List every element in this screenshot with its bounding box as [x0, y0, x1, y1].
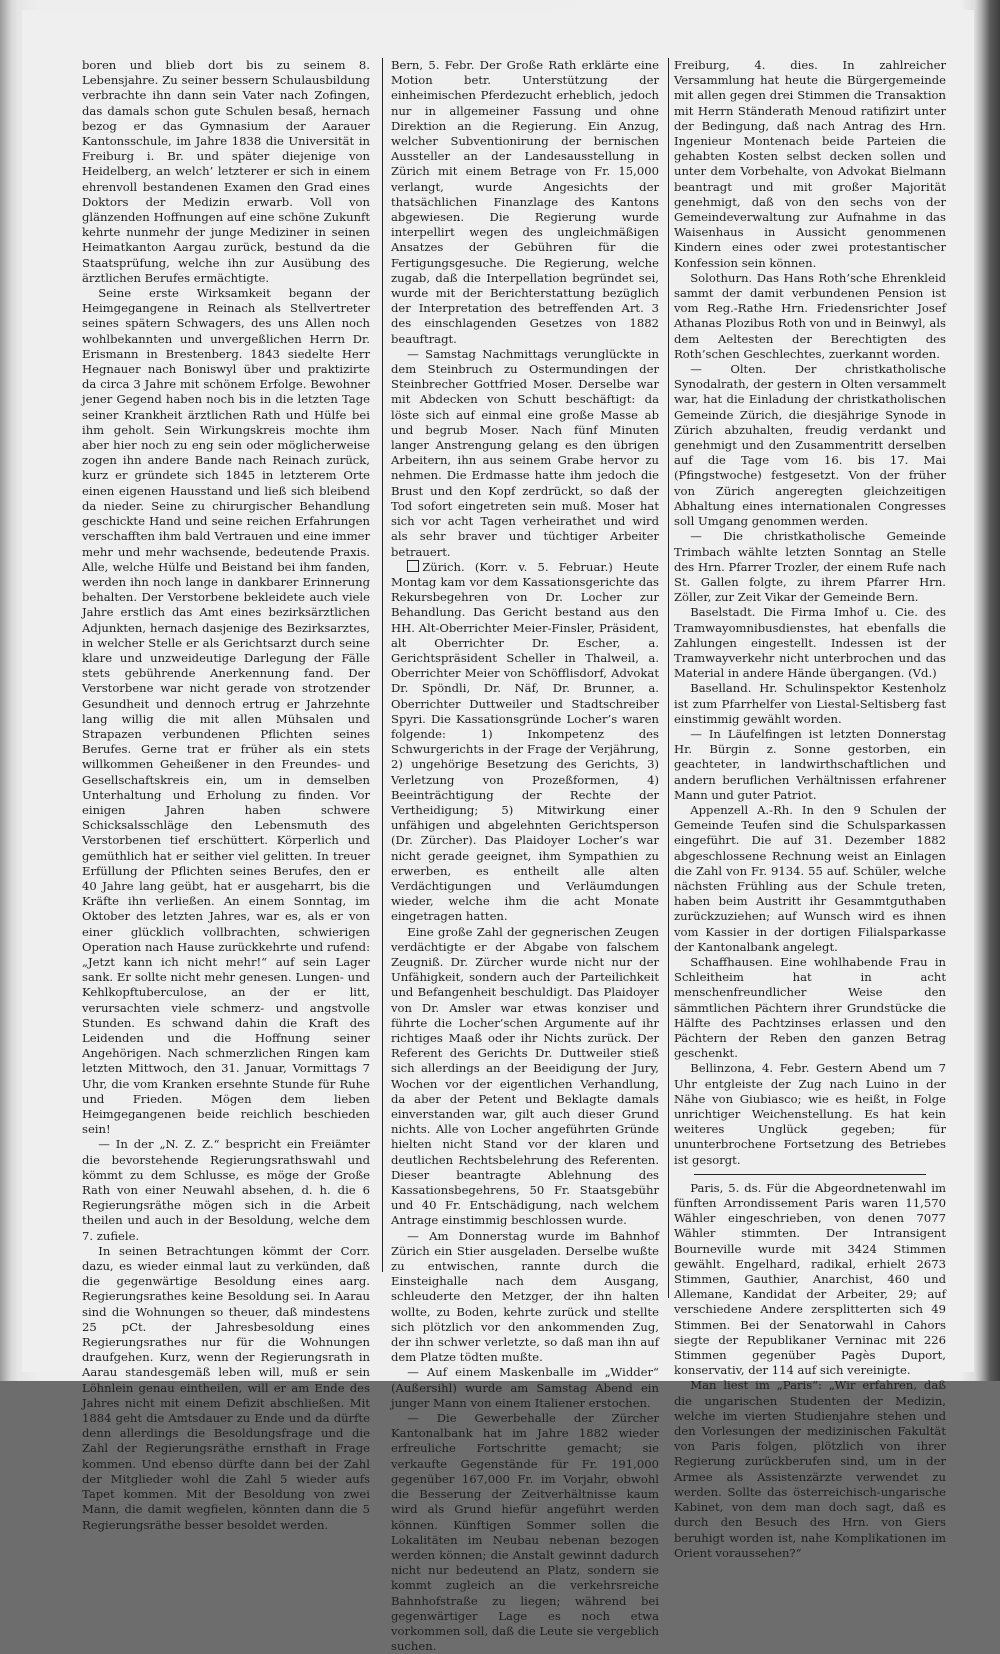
- article-paragraph: [391, 1365, 659, 1411]
- paragraph-text: In seinen Betrachtungen kömmt der Corr. dazu, es wieder einmal laut zu verkünden, daß die gegenwärtige Besoldung eines aarg. Regierungsrathes keine Besoldung sei. In Aarau sind die Wohnungen so theuer, daß mindestens 25 pCt. der Jahresbesoldung eines Regierungsrathes nur für die Wohnungen draufgehen. Kurz, wenn der Regierungsrath in Aarau standesgemäß leben will, muß er sein Löhnlein genau eintheilen, will er am Ende des Jahres nicht mit einem Defizit abschließen. Mit 1884 geht die Amtsdauer zu Ende und da dürfte denn allerdings die Besoldungsfrage und die Zahl der Regierungsräthe ernsthaft in Frage kommen. Und ebenso dürfte dann bei der Zahl der Mitglieder wohl die Zahl 5 wieder aufs Tapet kommen. Mit der Besoldung von zwei Mann, die damit wegfielen, könnten dann die 5 Regierungsräthe besser besoldet werden.: [82, 1243, 370, 1532]
- article-paragraph: [674, 681, 946, 727]
- article-paragraph: [674, 362, 946, 529]
- article-paragraph: [82, 1244, 370, 1533]
- article-paragraph: [674, 58, 946, 271]
- column-3: [674, 58, 946, 1560]
- article-paragraph: [674, 1378, 946, 1560]
- article-paragraph: [391, 347, 659, 560]
- paragraph-text: Man liest im „Paris“: „Wir erfahren, daß die ungarischen Studenten der Medizin, welche im vierten Studienjahre stehen und den Vorlesungen der medizinischen Fakultät von Paris folgen, plötzlich von ihrer Regierung zurückberufen sind, um in der Armee als Assistenzärzte verwendet zu werden. Sollte das österreichisch-ungarische Kabinet, von dem man doch sagt, daß es durch den Besuch des Hrn. von Giers beruhigt worden ist, nahe Komplikationen im Orient voraussehen?“: [674, 1378, 946, 1560]
- paragraph-text: — Am Donnerstag wurde im Bahnhof Zürich ein Stier ausgeladen. Derselbe wußte zu entwischen, rannte durch die Einsteighalle nach dem Ausgang, schleuderte den Metzger, der ihn halten wollte, zu Boden, kehrte zurück und stellte sich plötzlich vor den ankommenden Zug, der ihn schwer verletzte, so daß man ihn auf dem Platze tödten mußte.: [391, 1228, 659, 1365]
- paragraph-text: Seine erste Wirksamkeit begann der Heimgegangene in Reinach als Stellvertreter seines spätern Schwagers, des uns Allen noch wohlbekannten und unvergeßlichen Herrn Dr. Erismann in Brestenberg. 1843 siedelte Herr Hegnauer nach Boniswyl über und praktizirte da circa 3 Jahre mit schönem Erfolge. Bewohner jener Gegend haben noch bis in die letzten Tage seiner Krankheit ärztlichen Rath und Hülfe bei ihm geholt. Sein Wirkungskreis mochte ihm aber hier noch zu eng sein oder möglicherweise zogen ihn andere Bande nach Reinach zurück, kurz er gründete sich 1845 in letzterem Orte einen eigenen Hausstand und ließ sich bleibend da nieder. Seine zu chirurgischer Behandlung geschickte Hand und seine reichen Erfahrungen verschafften ihm bald Vertrauen und eine immer mehr und mehr wachsende, bedeutende Praxis. Alle, welche Hülfe und Beistand bei ihm fanden, werden ihn noch lange in dankbarer Erinnerung behalten. Der Verstorbene bekleidete auch viele Jahre erstlich das Amt eines bezirksärztlichen Adjunkten, hernach dasjenige des Bezirksarztes, in welcher Stelle er als Gerichtsarzt durch seine klare und unzweideutige Darlegung der Fälle stets gebührende Anerkennung fand. Der Verstorbene war nicht gerade von strotzender Gesundheit und dennoch ertrug er Jahrzehnte lang willig die mit allen Mühsalen und Strapazen verbundenen Pflichten seines Berufes. Gerne trat er früher als ein stets willkommen Geheißener in den Freundes- und Gesellschaftskreis ein, um in demselben Unterhaltung und Erholung zu finden. Vor einigen Jahren haben schwere Schicksalsschläge den Lebensmuth des Verstorbenen tief erschüttert. Körperlich und gemüthlich hat er seither viel gelitten. In treuer Erfüllung der Pflichten seines Berufes, den er 40 Jahre lang geübt, hat er ausgeharrt, bis die Kräfte ihn verließen. An einem Sonntag, im Oktober des letzten Jahres, war es, als er von einer glücklich vollbrachten, schwierigen Operation nach Hause zurückkehrte und rufend: „Jetzt kann ich nicht mehr!“ auf sein Lager sank. Er sollte nicht mehr genesen. Lungen- und Kehlkopftuberculose, an der er litt, verursachten viele schmerz- und angstvolle Stunden. Es schwand dahin die Kraft des Leidenden und die Hoffnung seiner Angehörigen. Nach schmerzlichen Ringen kam letzten Mittwoch, den 31. Januar, Vormittags 7 Uhr, die vom Kranken ersehnte Stunde für Ruhe und Frieden. Mögen dem lieben Heimgegangenen beide reichlich beschieden sein!: [82, 286, 370, 1137]
- article-paragraph: [391, 1411, 659, 1654]
- article-paragraph: [391, 1229, 659, 1366]
- paragraph-text: Baselland. Hr. Schulinspektor Kestenholz ist zum Pfarrhelfer von Liestal-Seltisberg fast einstimmig gewählt worden.: [674, 681, 946, 726]
- paragraph-text: — Auf einem Maskenballe im „Widder“ (Außersihl) wurde am Samstag Abend ein junger Mann von einem Italiener erstochen.: [391, 1365, 659, 1410]
- paragraph-text: Eine große Zahl der gegnerischen Zeugen verdächtigte er der Abgabe von falschem Zeugniß. Dr. Zürcher wurde nicht nur der Unfähigkeit, sondern auch der Parteilichkeit und Befangenheit beschuldigt. Das Plaidoyer von Dr. Amsler war etwas konziser und führte die Locher’schen Argumente auf ihr richtiges Maaß oder ihr Nichts zurück. Der Referent des Gerichts Dr. Duttweiler stieß sich allerdings an der Beeidigung der Jury, Wochen vor der eigentlichen Verhandlung, da aber der Petent und Beklagte damals einverstanden war, gilt auch dieser Grund nichts. Alle von Locher angeführten Gründe hielten nicht Stand vor der klaren und deutlichen Rechtsbelehrung des Referenten. Dieser beantragte Ablehnung des Kassationsbegehrens, 50 Fr. Staatsgebühr und 40 Fr. Entschädigung, nach welchem Antrage einstimmig beschlossen wurde.: [391, 924, 659, 1228]
- column-rule-right: [668, 58, 669, 1298]
- paragraph-text: Baselstadt. Die Firma Imhof u. Cie. des Tramwayomnibusdienstes, hat ebenfalls die Zahlungen eingestellt. Indessen ist der Tramwayverkehr nicht unterbrochen und das Material in andere Hände übergangen. (Vd.): [674, 605, 946, 681]
- article-paragraph: [82, 286, 370, 1137]
- paragraph-text: — Olten. Der christkatholische Synodalrath, der gestern in Olten versammelt war, hat die Einladung der christkatholischen Gemeinde Zürich, die diesjährige Synode in Zürich abzuhalten, freudig verdankt und genehmigt und den Zusammentritt derselben auf die Tage vom 16. bis 17. Mai (Pfingstwoche) festgesetzt. Von der früher von Zürich angeregten gleichzeitigen Abhaltung eines internationalen Congresses soll Umgang genommen werden.: [674, 362, 946, 529]
- article-paragraph: [82, 58, 370, 286]
- paragraph-text: — Samstag Nachmittags verunglückte in dem Steinbruch zu Ostermundingen der Steinbrecher Gottfried Moser. Derselbe war mit Abdecken von Schutt beschäftigt: da löste sich auf einmal eine große Masse ab und begrub Moser. Nach fünf Minuten langer Anstrengung gelang es den übrigen Arbeitern, ihn aus seinem Grabe hervor zu nehmen. Die Erdmasse hatte ihm jedoch die Brust und den Kopf zerdrückt, so daß der Tod sofort eingetreten sein muß. Moser hat sich vor acht Tagen verheirathet und wird als sehr braver und tüchtiger Arbeiter betrauert.: [391, 346, 659, 559]
- paragraph-text: Freiburg, 4. dies. In zahlreicher Versammlung hat heute die Bürgergemeinde mit allen gegen drei Stimmen die Transaktion mit Herrn Ständerath Menoud ratifizirt unter der Bedingung, daß nach Antrag des Hrn. Ingenieur Montenach beide Parteien die gehabten Kosten selbst decken sollen und unter dem Vorbehalte, von Advokat Bielmann beantragt und mit großer Majorität genehmigt, daß von den sechs von der Gemeindeverwaltung zur Aufnahme in das Waisenhaus in Aussicht genommenen Kindern eines oder zwei protestantischer Konfession sein können.: [674, 58, 946, 270]
- article-paragraph: [82, 1137, 370, 1243]
- paragraph-text: Bellinzona, 4. Febr. Gestern Abend um 7 Uhr entgleiste der Zug nach Luino in der Nähe von Giubiasco; wie es heißt, in Folge unrichtiger Weichenstellung. Es hat kein weiteres Unglück gegeben; für ununterbrochene Fortsetzung des Betriebes ist gesorgt.: [674, 1061, 946, 1167]
- article-paragraph: [674, 1061, 946, 1167]
- newspaper-page: [22, 10, 974, 1654]
- article-paragraph: [674, 727, 946, 803]
- column-rule-left: [382, 58, 383, 1272]
- article-paragraph: [674, 271, 946, 362]
- correspondent-box-icon: [407, 560, 419, 572]
- paragraph-text: — In der „N. Z. Z.“ bespricht ein Freiämter die bevorstehende Regierungsrathswahl und kömmt zu dem Schlusse, es möge der Große Rath von einer Neuwahl absehen, d. h. die 6 Regierungsräthe mögen sich in die Arbeit theilen und auch in der Besoldung, welche dem 7. zufiele.: [82, 1137, 370, 1243]
- paragraph-text: Bern, 5. Febr. Der Große Rath erklärte eine Motion betr. Unterstützung der einheimischen Pferdezucht erheblich, jedoch nur in allgemeiner Fassung und ohne Direktion an die Regierung. Ein Anzug, welcher Subventionirung der bernischen Aussteller an der Landesausstellung in Zürich mit einem Betrage von Fr. 15,000 verlangt, wurde Angesichts der thatsächlichen Finanzlage des Kantons abgewiesen. Die Regierung wurde interpellirt wegen des ungleichmäßigen Ansatzes der Gebühren für die Fertigungsgesuche. Die Regierung, welche zugab, daß die Interpellation begründet sei, wurde mit der Berichterstattung bezüglich der Interpretation des betreffenden Art. 3 des einschlagenden Gesetzes von 1882 beauftragt.: [391, 58, 659, 346]
- paragraph-text: Paris, 5. ds. Für die Abgeordnetenwahl im fünften Arrondissement Paris waren 11,570 Wähler eingeschrieben, von denen 7077 Wähler stimmten. Der Intransigent Bourneville wurde mit 3424 Stimmen gewählt. Engelhard, radikal, erhielt 2673 Stimmen, Gauthier, Anarchist, 460 und Allemane, Kandidat der Arbeiter, 29; auf verschiedene Andere zersplitterten sich 49 Stimmen. Bei der Senatorwahl in Cahors siegte der Republikaner Verninac mit 226 Stimmen gegenüber Pagès Duport, konservativ, der 114 auf sich vereinigte.: [674, 1180, 946, 1378]
- paragraph-text: boren und blieb dort bis zu seinem 8. Lebensjahre. Zu seiner bessern Schulausbildung verbrachte ihn dann sein Vater nach Zofingen, das damals schon gute Schulen besaß, hernach bezog er das Gymnasium der Aarauer Kantonsschule, im Jahre 1838 die Universität in Freiburg i. Br. und später diejenige von Heidelberg, an welch’ letzterer er sich in einem ehrenvoll bestandenen Examen den Grad eines Doktors der Medizin erwarb. Voll von glänzenden Hoffnungen auf eine schöne Zukunft kehrte nunmehr der junge Mediziner in seinen Heimatkanton Aargau zurück, bestund da die Staatsprüfung, welche ihn zur Ausübung des ärztlichen Berufes ermächtigte.: [82, 58, 370, 285]
- article-paragraph: [674, 529, 946, 605]
- paragraph-text: — Die Gewerbehalle der Zürcher Kantonalbank hat im Jahre 1882 wieder erfreuliche Fortschritte gemacht; sie verkaufte Gegenstände für Fr. 191,000 gegenüber 167,000 Fr. im Vorjahr, obwohl die Besserung der Zeitverhältnisse kaum wird als Grund hiefür angeführt werden können. Künftigen Sommer sollen die Lokalitäten im Neubau nebenan bezogen werden können; die Anstalt gewinnt dadurch nicht nur bedeutend an Platz, sondern sie kommt zugleich an die verkehrsreiche Bahnhofstraße zu liegen; während bei gegenwärtiger Lage es noch etwa vorkommen soll, daß die Leute sie vergeblich suchen.: [391, 1411, 659, 1654]
- article-paragraph: [391, 925, 659, 1229]
- paragraph-text: — Die christkatholische Gemeinde Trimbach wählte letzten Sonntag an Stelle des Hrn. Pfarrer Trozler, der einem Rufe nach St. Gallen folgte, zu ihrem Pfarrer Hrn. Zöller, zur Zeit Vikar der Gemeinde Bern.: [674, 529, 946, 605]
- column-2: [391, 58, 659, 1654]
- section-divider: [694, 1174, 926, 1175]
- paragraph-text: Zürich. (Korr. v. 5. Februar.) Heute Montag kam vor dem Kassationsgerichte das Rekursbegehren von Dr. Locher zur Behandlung. Das Gericht bestand aus den HH. Alt-Oberrichter Meier-Finsler, Präsident, alt Oberrichter Dr. Escher, a. Gerichtspräsident Scheller in Thalweil, a. Oberrichter Meier von Schöfflisdorf, Advokat Dr. Spöndli, Dr. Näf, Dr. Brunner, a. Oberrichter Duttweiler und Stadtschreiber Spyri. Die Kassationsgründe Locher’s waren folgende: 1) Inkompetenz des Schwurgerichts in der Frage der Verjährung, 2) ungehörige Besetzung des Gerichts, 3) Verletzung von Prozeßformen, 4) Beeinträchtigung der Rechte der Vertheidigung; 5) Mitwirkung einer unfähigen und abgelehnten Gerichtsperson (Dr. Zürcher). Das Plaidoyer Locher’s war nicht gerade geeignet, ihm Sympathien zu erwerben, es entheilt alle alten Verdächtigungen und Verläumdungen wieder, welche ihm die acht Monate eingetragen hatten.: [391, 559, 659, 924]
- article-paragraph: [391, 560, 659, 925]
- article-paragraph: [674, 1181, 946, 1379]
- binding-edge: [0, 0, 18, 1381]
- article-paragraph: [391, 58, 659, 347]
- paragraph-text: Solothurn. Das Hans Roth’sche Ehrenkleid sammt der damit verbundenen Pension ist vom Reg.-Rathe Hrn. Friedensrichter Josef Athanas Plozibus Roth von und in Beinwyl, als dem Aeltesten der Berechtigten des Roth’schen Geschlechtes, zuerkannt worden.: [674, 270, 946, 361]
- article-paragraph: [674, 605, 946, 681]
- paragraph-text: Schaffhausen. Eine wohlhabende Frau in Schleitheim hat in acht menschenfreundlicher Weise den sämmtlichen Pächtern ihrer Grundstücke die Hälfte des Pachtzinses erlassen und den Pächtern der Reben den ganzen Betrag geschenkt.: [674, 954, 946, 1061]
- column-1: [82, 58, 370, 1532]
- paragraph-text: Appenzell A.-Rh. In den 9 Schulen der Gemeinde Teufen sind die Schulsparkassen eingeführt. Die auf 31. Dezember 1882 abgeschlossene Rechnung weist an Einlagen die Zahl von Fr. 9134. 55 auf. Schüler, welche nächsten Frühling aus der Schule treten, haben beim Austritt ihr Gesammtguthaben zurückzuziehen; auf Wunsch wird es ihnen vom Kassier in der dortigen Filialsparkasse der Kantonalbank angelegt.: [674, 802, 946, 954]
- article-paragraph: [674, 803, 946, 955]
- paragraph-text: — In Läufelfingen ist letzten Donnerstag Hr. Bürgin z. Sonne gestorben, ein geachteter, in landwirthschaftlichen und andern beruflichen Verhältnissen erfahrener Mann und guter Patriot.: [674, 726, 946, 802]
- article-paragraph: [674, 955, 946, 1061]
